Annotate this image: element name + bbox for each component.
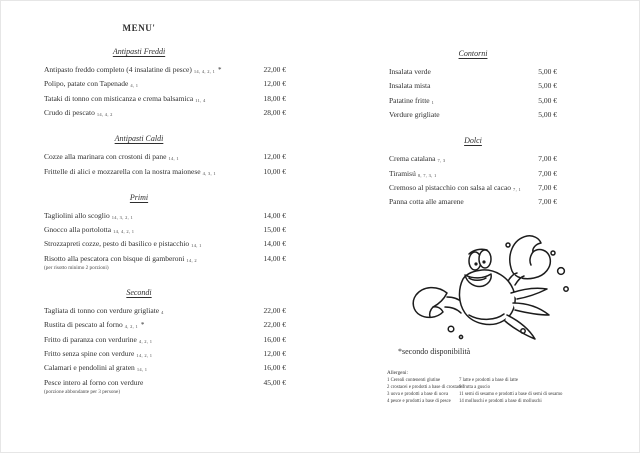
menu-item-row [44,109,286,118]
item-allergen-numbers: 4 [161,309,164,315]
menu-item-row [44,153,286,162]
menu-item-row [44,379,286,388]
allergen-legend [387,370,617,405]
item-name [44,212,134,221]
section-heading: Secondi [126,287,152,297]
left-sections-container [44,47,286,396]
menu-item-row [389,155,557,164]
item-name-text: Pesce intero al forno con verdure [44,377,144,387]
item-price: 12,00 € [263,79,286,89]
item-name-text: Insalata mista [389,81,431,91]
item-allergen-numbers: 14, 2, 1 [136,352,153,358]
item-price: 12,00 € [263,348,286,358]
item-allergen-numbers: 4, 3, 1 [202,170,216,176]
menu-item-row [389,198,557,207]
allergen-legend-columns [387,377,617,405]
allergen-legend-title: Allergeni: [387,370,408,376]
item-name-text: Gnocco alla portolotta [44,224,112,234]
item-name-text: Crema catalana [389,154,436,164]
item-price: 7,00 € [538,182,557,192]
item-price: 5,00 € [538,95,557,105]
menu-item [44,226,286,235]
section-heading: Primi [129,192,149,202]
item-name [389,111,443,120]
menu-item-row [44,95,286,104]
item-availability-mark: * [139,321,145,330]
item-allergen-numbers: 14, 1 [168,156,179,162]
menu-item [389,198,557,207]
allergen-legend-line: 7 latte e prodotti a base di latte [459,378,519,383]
item-allergen-numbers: 14, 1 [191,243,202,249]
menu-item-row [44,255,286,264]
item-name-text: Verdure grigliate [389,110,440,120]
item-price: 10,00 € [263,166,286,176]
item-allergen-numbers: 14, 1 [136,367,148,373]
item-name-text: Frittelle di alici e mozzarella con la nostra maionese [44,166,201,176]
menu-section [44,47,286,118]
item-name [44,95,207,104]
item-price: 7,00 € [538,168,557,178]
item-allergen-numbers: 14, 4, 2 [96,112,113,118]
item-name-text: Tagliata di tonno con verdure grigliate [44,305,160,315]
menu-item-row [44,212,286,221]
item-price: 45,00 € [263,377,286,387]
allergen-legend-line: 14 molluschi e prodotti a base di molluschi [459,399,542,404]
item-name-text: Risotto alla pescatora con bisque di gamberoni [44,253,185,263]
item-name [44,379,146,388]
section-items [389,68,557,120]
item-price: 16,00 € [263,334,286,344]
right-sections-container [389,49,557,207]
availability-note: *secondo disponibilità [398,347,471,356]
menu-item [44,80,286,89]
item-price: 14,00 € [263,253,286,263]
item-name [44,336,153,345]
item-name-text: Rustita di pescato al forno [44,320,123,330]
item-name [44,307,165,316]
item-allergen-numbers: 14, 4, 2, 1 [113,228,135,234]
menu-item-row [44,168,286,177]
allergen-legend-line: 1 Cereali contenenti glutine [387,378,441,383]
item-allergen-numbers: 11, 4 [195,97,206,103]
item-name-text: Strozzapreti cozze, pesto di basilico e pistacchio [44,239,190,249]
item-price: 5,00 € [538,81,557,91]
item-name [44,80,139,89]
menu-item [44,255,286,272]
item-price: 5,00 € [538,67,557,76]
menu-item [44,240,286,249]
menu-item [44,95,286,104]
item-price: 7,00 € [538,154,557,164]
item-allergen-numbers: 14, 2 [186,257,197,263]
bubble [558,268,565,275]
menu-item-row [389,68,557,77]
section-items [44,153,286,176]
menu-item-row [389,82,557,91]
menu-item [389,111,557,120]
menu-item [389,170,557,179]
item-allergen-numbers: 7, 1 [513,186,521,192]
menu-item-row [389,184,557,193]
menu-item [389,155,557,164]
menu-item [389,82,557,91]
item-name [44,168,217,177]
menu-section [389,136,557,207]
item-name-text: Polipo, patate con Tapenade [44,79,129,89]
item-name [389,198,467,207]
section-items [44,307,286,396]
allergen-legend-line: 8 frutta a guscio [459,385,491,390]
item-price: 22,00 € [263,305,286,315]
menu-item-row [44,240,286,249]
item-price: 12,00 € [263,152,286,162]
item-name-text: Tiramisú [389,168,416,178]
item-name [44,321,144,330]
item-price: 28,00 € [263,108,286,118]
menu-item-row [389,97,557,106]
menu-item [44,350,286,359]
menu-item [44,153,286,162]
item-name [44,66,221,75]
item-price: 16,00 € [263,363,286,373]
item-name-text: Cozze alla marinara con crostoni di pane [44,152,167,162]
item-allergen-numbers: 14, 4, 2, 1 [193,69,216,74]
item-allergen-numbers: 7, 3 [437,158,446,164]
item-price: 22,00 € [263,320,286,330]
menu-section [44,288,286,396]
item-price: 22,00 € [263,65,286,74]
menu-item-row [44,307,286,316]
bubble [459,335,462,338]
item-footnote: (per risotto minimo 2 porzioni) [44,264,109,271]
menu-item [44,379,286,396]
item-name-text: Antipasto freddo completo (4 insalatine di pesce) [44,65,192,74]
menu-section [44,193,286,272]
item-name [389,155,446,164]
item-price: 15,00 € [263,224,286,234]
menu-right-column [389,49,557,213]
item-name [44,153,180,162]
item-price: 18,00 € [263,93,286,103]
bubble [448,326,454,332]
bubble [506,243,510,247]
section-items [389,155,557,207]
item-availability-mark: * [216,66,222,74]
bubble [564,287,568,291]
item-name [44,255,198,264]
menu-item-row [389,170,557,179]
menu-item [44,212,286,221]
item-name-text: Tataki di tonno con misticanza e crema balsamica [44,93,194,103]
menu-item [44,321,286,330]
allergen-legend-col1 [387,377,464,405]
section-items [44,66,286,118]
item-name [389,97,435,106]
section-heading: Antipasti Freddi [112,47,166,56]
item-name-text: Fritto senza spine con verdure [44,348,135,358]
menu-item [389,97,557,106]
item-allergen-numbers: 14, 3, 2, 1 [111,214,134,220]
menu-item-row [389,111,557,120]
item-allergen-numbers: 4, 2, 1 [138,338,153,344]
item-name-text: Patatine fritte [389,95,430,105]
menu-item [44,307,286,316]
item-price: 5,00 € [538,110,557,120]
item-name [389,68,434,77]
menu-item-row [44,66,286,75]
menu-item [44,168,286,177]
menu-section [44,134,286,176]
item-name [44,350,153,359]
page-title: MENU' [122,23,156,33]
section-heading: Dolci [464,136,482,146]
bubble [551,251,555,255]
item-name-text: Panna cotta alle amarene [389,197,464,207]
allergen-legend-line: 4 pesce e prodotti a base di pesce [387,399,451,404]
menu-item [389,68,557,77]
menu-item [44,336,286,345]
item-allergen-numbers: 4, 1 [130,83,139,89]
item-price: 14,00 € [263,210,286,220]
menu-item-row [44,226,286,235]
item-price: 7,00 € [538,197,557,207]
menu-item-row [44,364,286,373]
item-allergen-numbers: 4, 2, 1 [124,324,139,330]
item-name-text: Fritto di paranza con verdurine [44,334,137,344]
menu-item-row [44,321,286,330]
item-name [44,364,148,373]
menu-item-row [44,336,286,345]
menu-item [44,66,286,75]
menu-item [44,364,286,373]
section-heading: Contorni [458,49,488,58]
item-name-text: Calamari e pendolini al graten [44,363,135,373]
crab-cartoon-illustration [403,231,575,346]
section-items [44,212,286,272]
item-allergen-numbers: 8, 7, 3, 1 [417,172,437,178]
item-name [389,82,433,91]
allergen-legend-line: 3 uova e prodotti a base di uova [387,392,449,397]
allergen-legend-line: 2 crostacei e prodotti a base di crostacei [387,385,464,390]
allergen-legend-col2 [459,377,617,405]
menu-item-row [44,80,286,89]
item-name [44,240,203,249]
menu-section [389,49,557,120]
item-name-text: Crudo di pescato [44,108,95,118]
menu-item [389,184,557,193]
menu-item [44,109,286,118]
item-name [389,184,522,193]
allergen-legend-line: 11 semi di sesamo e prodotti a base di semi di sesamo [459,392,563,397]
item-name [44,109,114,118]
section-heading: Antipasti Caldi [114,134,164,144]
menu-left-column [44,23,286,401]
item-name-text: Insalata verde [389,67,431,76]
item-name [44,226,135,235]
menu-item-row [44,350,286,359]
item-name [389,170,438,179]
item-allergen-numbers: 1 [431,99,435,105]
item-price: 14,00 € [263,239,286,249]
item-name-text: Cremoso al pistacchio con salsa al cacao [389,182,512,192]
item-name-text: Tagliolini allo scoglio [44,210,110,220]
item-footnote: (porzione abbondante per 3 persone) [44,388,121,395]
